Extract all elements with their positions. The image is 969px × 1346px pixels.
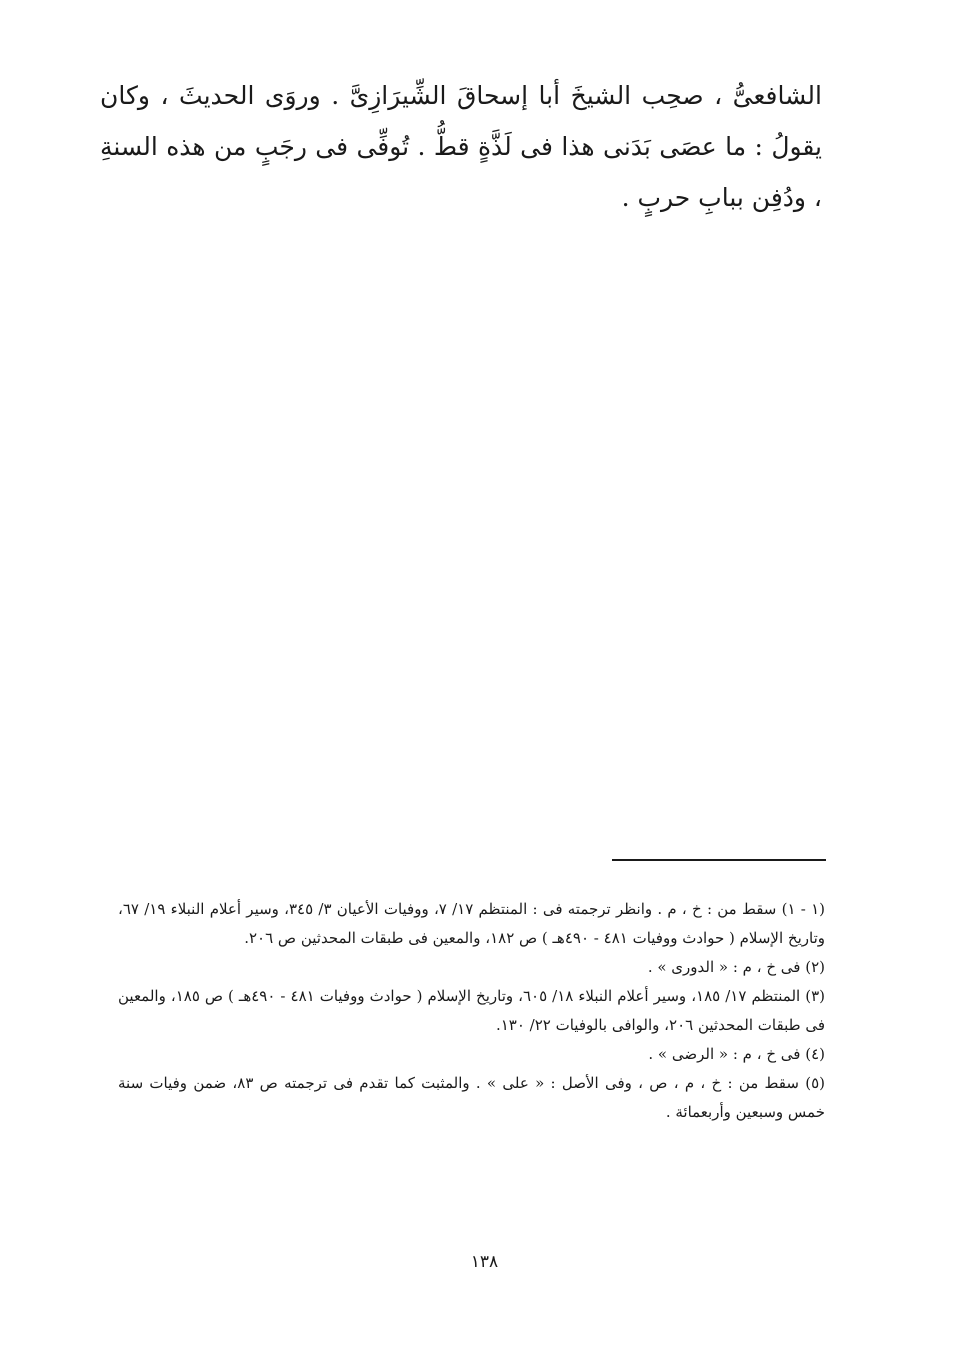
main-text [100, 70, 822, 239]
footnote-5: (٥) سقط من : خ ، م ، ص ، وفى الأصل : « على » . والمثبت كما تقدم فى ترجمته ص ٨٣، ضمن وفيات سنة خمس وسبعين وأربعمائة . [118, 1074, 825, 1121]
footnote-2: (٢) فى خ ، م : « الدورى » . [647, 958, 825, 976]
paragraph-continuation: الشافعىُّ ، صحِب الشيخَ أبا إسحاقَ الشِّيرَازِىَّ . وروَى الحديثَ ، وكان يقولُ : ما عصَى بَدَنى هذا فى لَذَّةٍ قطُّ . تُوفِّى فى رجَبٍ من هذه السنةِ ، ودُفِن ببابِ حربٍ . [100, 81, 822, 212]
footnote-3: (٣) المنتظم ١٧/ ١٨٥، وسير أعلام النبلاء ١٨/ ٦٠٥، وتاريخ الإسلام ( حوادث ووفيات ٤٨١ - ٤٩٠هـ ) ص ١٨٥، والمعين فى طبقات المحدثين ٢٠٦، والوافى بالوفيات ٢٢/ ١٣٠. [118, 987, 825, 1034]
footnote-divider [612, 859, 826, 861]
footnote-4: (٤) فى خ ، م : « الرضى » . [648, 1045, 825, 1063]
page-number: ١٣٨ [470, 1252, 499, 1272]
footnote-1: (١ - ١) سقط من : خ ، م . وانظر ترجمته فى : المنتظم ١٧/ ٧، ووفيات الأعيان ٣/ ٣٤٥، وسير أعلام النبلاء ١٩/ ٦٧، وتاريخ الإسلام ( حوادث ووفيات ٤٨١ - ٤٩٠هـ ) ص ١٨٢، والمعين فى طبقات المحدثين ص ٢٠٦. [118, 900, 825, 947]
footnotes [118, 895, 825, 1127]
